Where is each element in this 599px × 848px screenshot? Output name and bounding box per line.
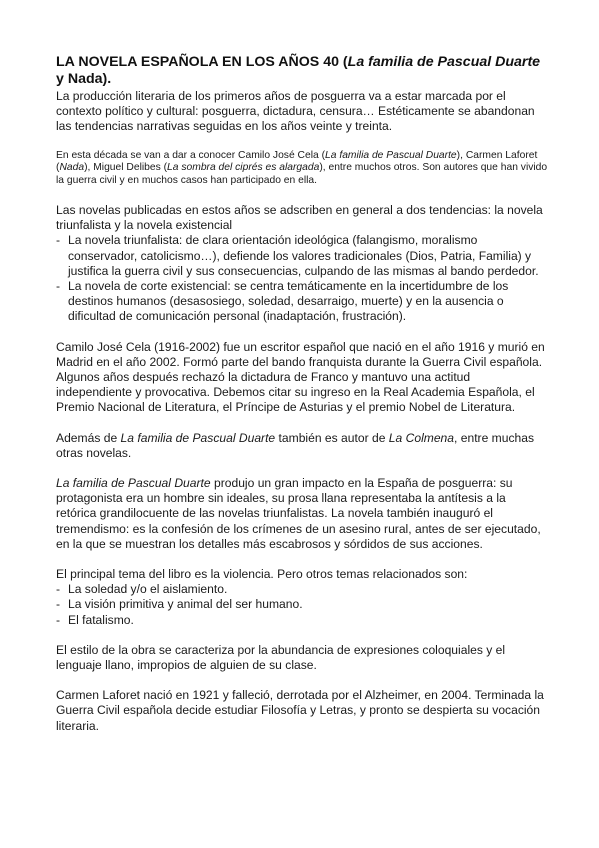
decade-note-text: En esta década se van a dar a conocer Camilo José Cela ( — [56, 149, 326, 161]
decade-note-title: Nada — [59, 162, 85, 174]
pascual-duarte-text: produjo un gran impacto en la España de posguerra: su protagonista era un hombre sin ideales, su prosa llana representaba la antítesis a la retórica grandilocuente de las novelas triunfalistas. La novela también inauguró el tremendismo: es la confesión de los crímenes de un asesino rural, antes de ser ejecutado, en la que se muestran los detalles más escabrosos y sórdidos de sus acciones. — [56, 476, 541, 551]
pascual-duarte-paragraph — [56, 476, 549, 552]
list-item: - El fatalismo. — [56, 613, 549, 628]
title-italic: La familia de Pascual Duarte — [347, 54, 541, 70]
pascual-duarte-title: La familia de Pascual Duarte — [56, 476, 211, 491]
cela-works-text: también es autor de — [275, 430, 389, 445]
decade-note-title: La sombra del ciprés es alargada — [167, 162, 320, 174]
themes-section — [56, 567, 549, 628]
decade-note-text: ), Miguel Delibes ( — [84, 162, 168, 174]
themes-list — [56, 582, 549, 628]
list-item: - La visión primitiva y animal del ser humano. — [56, 597, 549, 612]
cela-works-text: Además de — [56, 430, 121, 445]
intro-paragraph: La producción literaria de los primeros años de posguerra va a estar marcada por el contexto político y cultural: posguerra, dictadura, censura… Estéticamente se abandonan las tendencias narrativas seguidas en los años veinte y treinta. — [56, 89, 535, 134]
decade-note-text: ), entre muchos otros. Son autores que han vivido la guerra civil y en muchos casos han participado en ella. — [56, 162, 548, 187]
tendencies-list — [56, 233, 549, 324]
laforet-bio-paragraph: Carmen Laforet nació en 1921 y falleció, derrotada por el Alzheimer, en 2004. Terminada la Guerra Civil española decide estudiar Filosofía y Letras, y pronto se despierta su vocación literaria. — [56, 688, 544, 733]
cela-bio-paragraph: Camilo José Cela (1916-2002) fue un escritor español que nació en el año 1916 y murió en Madrid en el año 2002. Formó parte del bando franquista durante la Guerra Civil española. Algunos años después rechazó la dictadura de Franco y mantuvo una actitud independiente y provocativa. Debemos citar su ingreso en la Real Academia Española, el Premio Nacional de Literatura, el Príncipe de Asturias y el premio Nobel de Literatura. — [56, 339, 545, 415]
list-item: - La soledad y/o el aislamiento. — [56, 582, 549, 597]
decade-note-title: La familia de Pascual Duarte — [325, 149, 457, 161]
cela-works-title: La Colmena — [388, 430, 455, 445]
decade-note-text: ), Carmen Laforet ( — [56, 149, 538, 174]
title-prefix: LA NOVELA ESPAÑOLA EN LOS AÑOS 40 ( — [56, 54, 348, 70]
title-suffix: y Nada). — [56, 71, 112, 87]
list-item: - La novela de corte existencial: se centra temáticamente en la incertidumbre de los destinos humanos (desasosiego, soledad, desarraigo, muerte) y en la ausencia o dificultad de comunicación personal (inadaptación, frustración). — [56, 279, 549, 325]
cela-works-title: La familia de Pascual Duarte — [120, 430, 276, 445]
themes-intro: El principal tema del libro es la violencia. Pero otros temas relacionados son: — [56, 567, 468, 582]
decade-note-paragraph — [56, 150, 549, 188]
tendencies-intro: Las novelas publicadas en estos años se adscriben en general a dos tendencias: la novela triunfalista y la novela existencial — [56, 203, 543, 233]
cela-works-paragraph — [56, 431, 549, 461]
tendencies-section — [56, 203, 549, 325]
page-title — [56, 54, 549, 88]
style-paragraph: El estilo de la obra se caracteriza por la abundancia de expresiones coloquiales y el lenguaje llano, impropios de alguien de su clase. — [56, 642, 506, 673]
list-item: - La novela triunfalista: de clara orientación ideológica (falangismo, moralismo conservador, catolicismo…), defiende los valores tradicionales (Dios, Patria, Familia) y justifica la guerra civil y sus consecuencias, culpando de las mismas al bando perdedor. — [56, 233, 549, 279]
cela-works-text: , entre muchas otras novelas. — [56, 430, 535, 460]
